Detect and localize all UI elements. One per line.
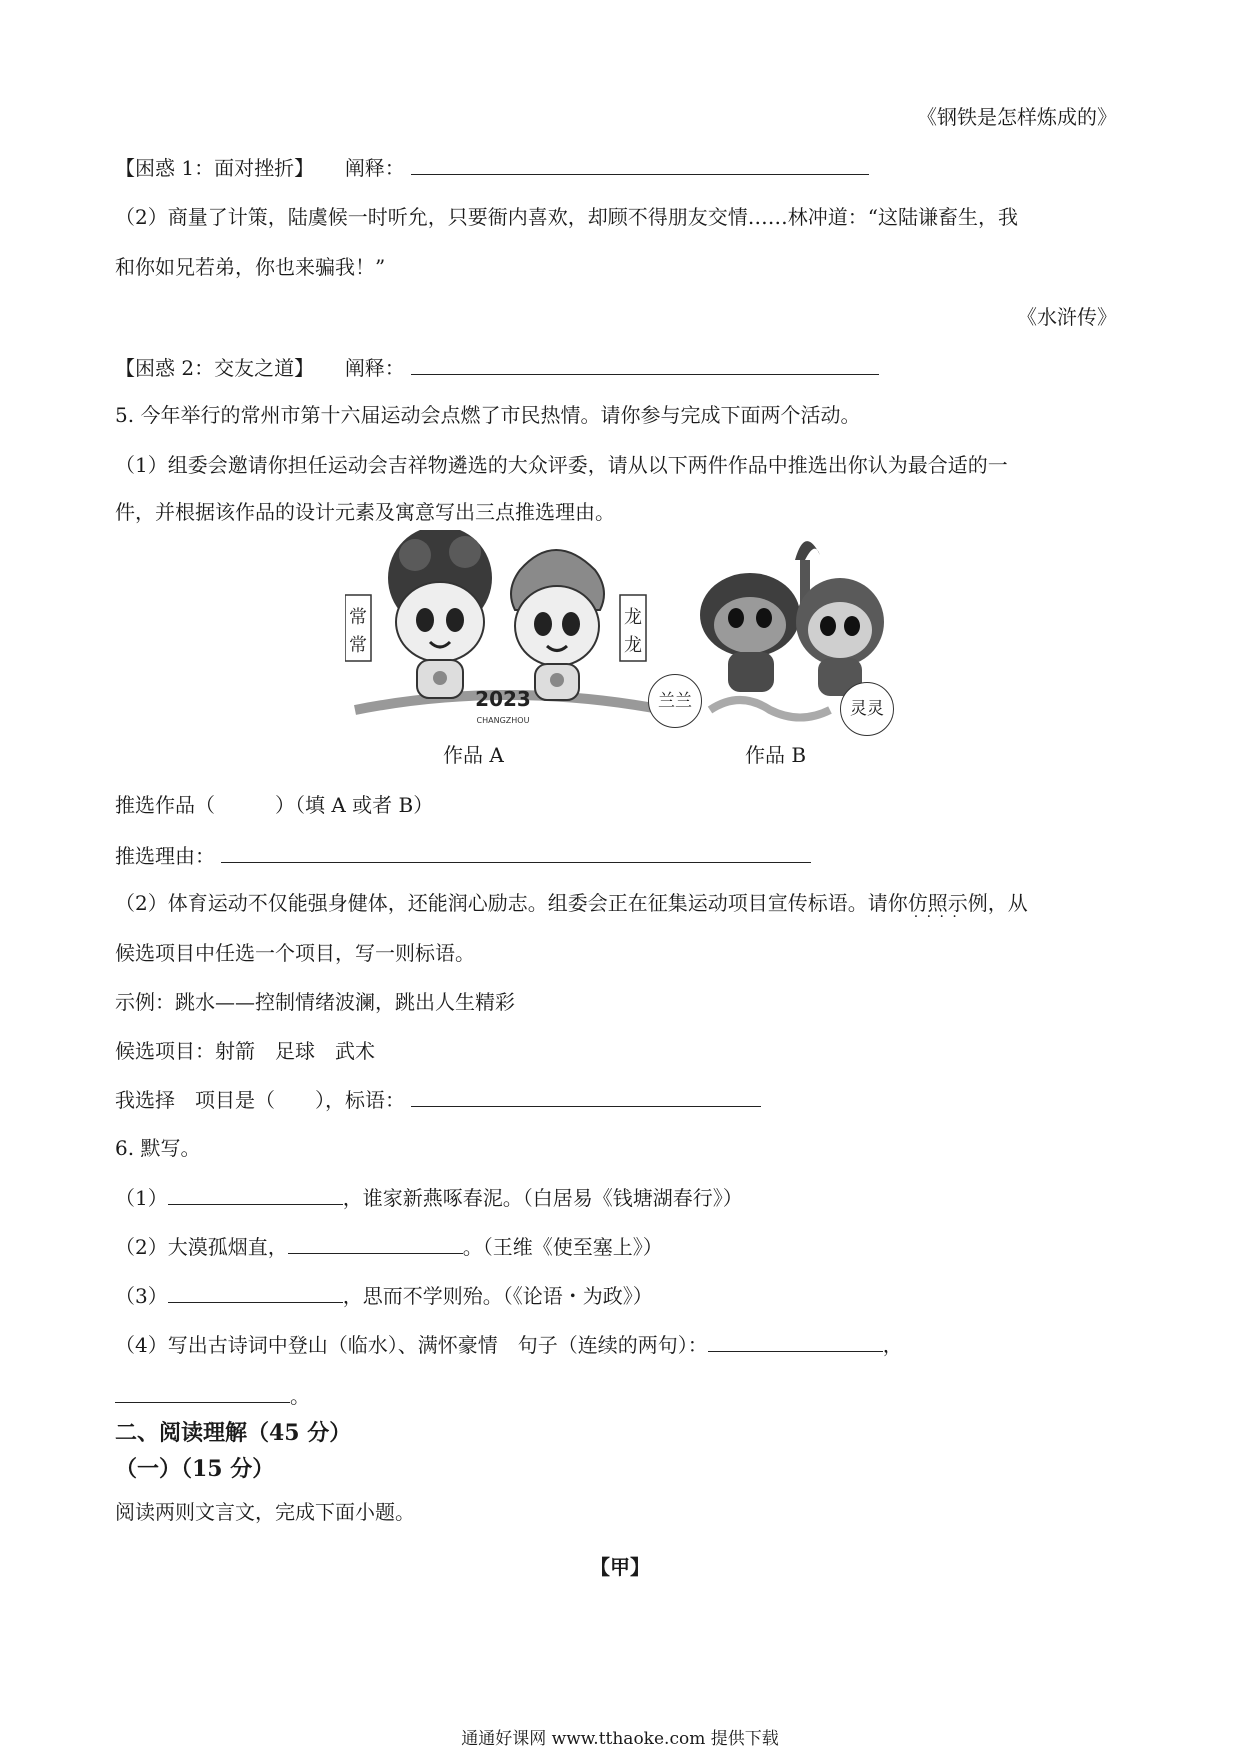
puzzle-1-explain-label: 阐释： bbox=[344, 156, 405, 180]
section-2-sub: （一）（15 分） bbox=[115, 1456, 275, 1482]
candidates-line: 候选项目：射箭 足球 武术 bbox=[115, 1039, 375, 1063]
puzzle-2-answer-blank[interactable] bbox=[411, 352, 879, 375]
q6-1-blank[interactable] bbox=[168, 1182, 343, 1205]
q6-4-comma: ， bbox=[882, 1333, 903, 1357]
section-2-instruction: 阅读两则文言文，完成下面小题。 bbox=[115, 1500, 415, 1524]
mascot-a-right-name-2: 龙 bbox=[624, 635, 642, 656]
q6-5-suffix: 。 bbox=[290, 1384, 310, 1408]
q6-line-4 bbox=[115, 1329, 903, 1360]
slogan-answer-blank[interactable] bbox=[411, 1084, 761, 1107]
source-citation-2: 《水浒传》 bbox=[1017, 305, 1117, 329]
q6-title: 6. 默写。 bbox=[115, 1136, 201, 1160]
q5-intro: 5. 今年举行的常州市第十六届运动会点燃了市民热情。请你参与完成下面两个活动。 bbox=[115, 403, 861, 427]
q6-2-blank[interactable] bbox=[288, 1231, 463, 1254]
q5-2-emphasis: 仿照示例 · · · · bbox=[908, 888, 988, 918]
mascot-a-city: CHANGZHOU bbox=[476, 716, 530, 725]
q6-4-prefix: （4）写出古诗词中登山（临水）、满怀豪情 句子（连续的两句）： bbox=[115, 1333, 708, 1357]
work-b-caption: 作品 B bbox=[745, 743, 807, 767]
q6-3-suffix: ，思而不学则殆。（《论语・为政》） bbox=[342, 1284, 653, 1308]
reason-label: 推选理由： bbox=[115, 844, 215, 868]
q6-1-suffix: ，谁家新燕啄春泥。（白居易《钱塘湖春行》） bbox=[342, 1186, 743, 1210]
select-work-line: 推选作品（ ）（填 A 或者 B） bbox=[115, 793, 434, 817]
q6-4-blank-a[interactable] bbox=[708, 1329, 883, 1352]
q5-1-line-1: （1）组委会邀请你担任运动会吉祥物遴选的大众评委，请从以下两件作品中推选出你认为最合适的一 bbox=[115, 453, 1008, 477]
reason-row bbox=[115, 840, 811, 871]
q5-2-line-1-after: ，从 bbox=[987, 891, 1028, 915]
q6-1-prefix: （1） bbox=[115, 1186, 168, 1210]
q6-2-prefix: （2）大漠孤烟直， bbox=[115, 1235, 288, 1259]
source-citation-1: 《钢铁是怎样炼成的》 bbox=[917, 105, 1117, 129]
puzzle-1-label: 【困惑 1：面对挫折】 bbox=[115, 156, 315, 180]
puzzle-2-label: 【困惑 2：交友之道】 bbox=[115, 356, 315, 380]
choose-label: 我选择 项目是（ ），标语： bbox=[115, 1088, 405, 1112]
q5-1-line-2: 件，并根据该作品的设计元素及寓意写出三点推选理由。 bbox=[115, 500, 615, 524]
q6-3-prefix: （3） bbox=[115, 1284, 168, 1308]
q5-2-line-1 bbox=[115, 888, 1028, 918]
puzzle-1-answer-blank[interactable] bbox=[411, 152, 869, 175]
mascot-a-left-name-2: 常 bbox=[349, 635, 367, 656]
mascot-a-right-name-1: 龙 bbox=[624, 607, 642, 628]
puzzle-1-row bbox=[115, 152, 869, 183]
q6-line-3 bbox=[115, 1280, 653, 1311]
mascot-a-year: 2023 bbox=[475, 687, 531, 711]
reason-answer-blank[interactable] bbox=[221, 840, 811, 863]
puzzle-2-explain-label: 阐释： bbox=[344, 356, 405, 380]
q6-2-suffix: 。（王维《使至塞上》） bbox=[462, 1235, 663, 1259]
q6-4-blank-b[interactable] bbox=[115, 1380, 290, 1403]
q4-2-line-1: （2）商量了计策，陆虞候一时听允，只要衙内喜欢，却顾不得朋友交情……林冲道：“这陆谦畜生，我 bbox=[115, 205, 1018, 229]
mascot-a-left-name-1: 常 bbox=[349, 607, 367, 628]
q6-line-1 bbox=[115, 1182, 743, 1213]
work-a-caption: 作品 A bbox=[443, 743, 504, 767]
passage-jia-heading: 【甲】 bbox=[590, 1555, 650, 1579]
q5-2-line-1-before: （2）体育运动不仅能强身健体，还能润心励志。组委会正在征集运动项目宣传标语。请你 bbox=[115, 891, 908, 915]
q6-line-5 bbox=[115, 1380, 310, 1411]
puzzle-2-row bbox=[115, 352, 879, 383]
mascot-b-left-name: 兰兰 bbox=[648, 674, 702, 728]
mascot-work-a-image bbox=[345, 530, 675, 730]
q6-line-2 bbox=[115, 1231, 663, 1262]
page-footer: 通通好课网 www.tthaoke.com 提供下载 bbox=[461, 1729, 779, 1749]
section-2-title: 二、阅读理解（45 分） bbox=[115, 1420, 352, 1446]
q4-2-line-2: 和你如兄若弟，你也来骗我！” bbox=[115, 255, 386, 279]
choose-row bbox=[115, 1084, 761, 1115]
q5-2-line-2: 候选项目中任选一个项目，写一则标语。 bbox=[115, 941, 475, 965]
mascot-b-right-name: 灵灵 bbox=[840, 682, 894, 736]
q6-3-blank[interactable] bbox=[168, 1280, 343, 1303]
example-line: 示例：跳水——控制情绪波澜，跳出人生精彩 bbox=[115, 990, 515, 1014]
